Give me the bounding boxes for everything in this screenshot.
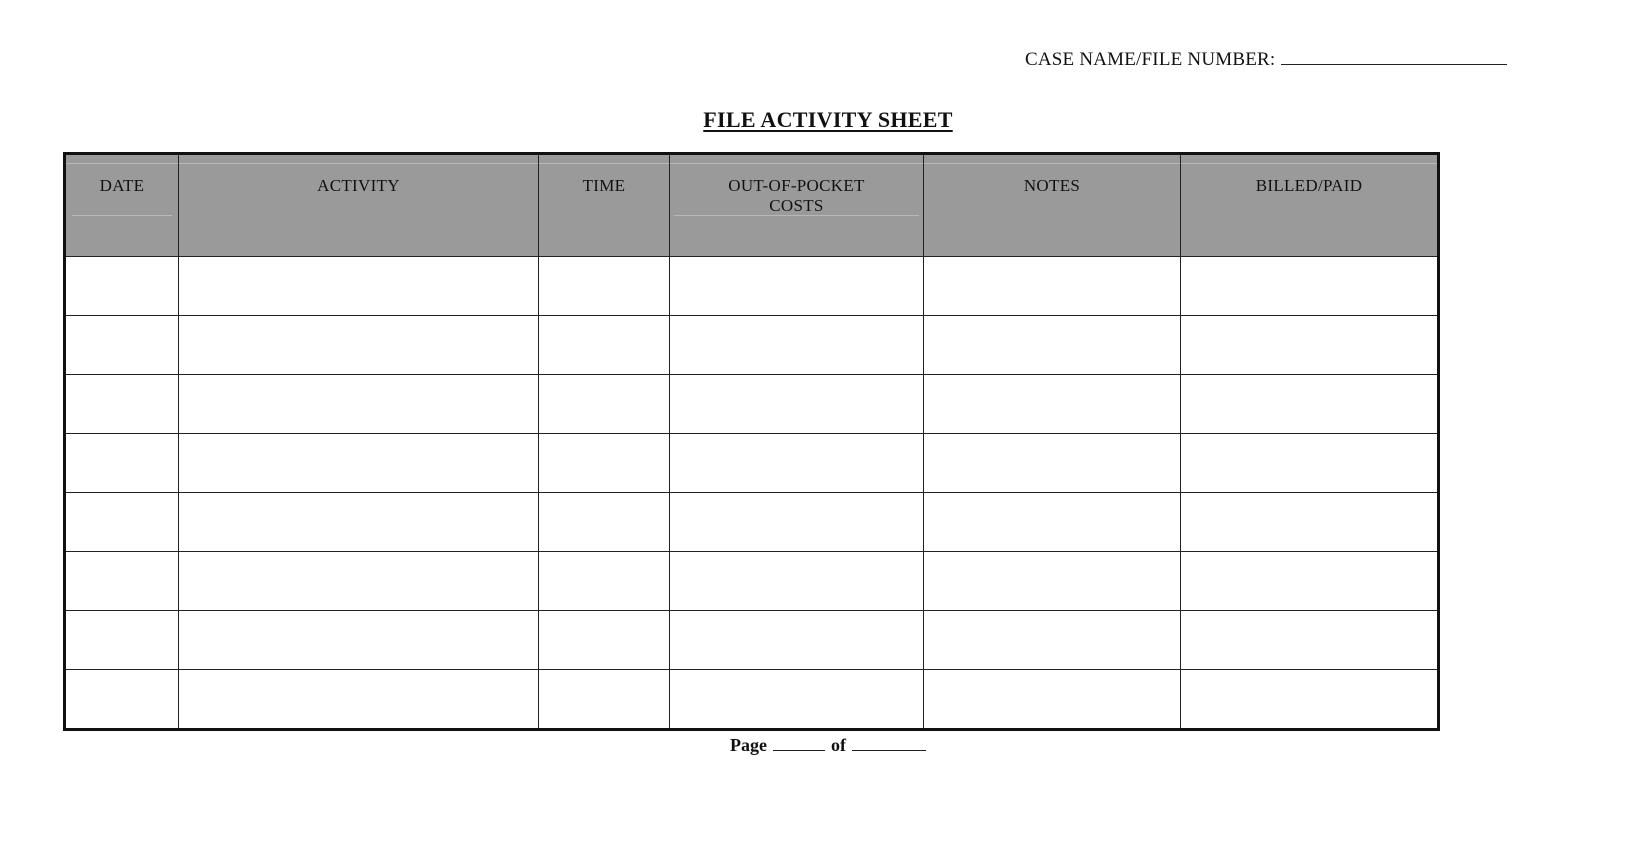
cell-time[interactable] xyxy=(539,316,670,375)
column-header-time: TIME xyxy=(539,154,670,257)
cell-time[interactable] xyxy=(539,552,670,611)
cell-billed-paid[interactable] xyxy=(1181,670,1439,730)
table-row xyxy=(65,670,1439,730)
cell-billed-paid[interactable] xyxy=(1181,552,1439,611)
cell-out-of-pocket-costs[interactable] xyxy=(670,316,924,375)
column-header-notes: NOTES xyxy=(924,154,1181,257)
cell-notes[interactable] xyxy=(924,257,1181,316)
cell-date[interactable] xyxy=(65,552,179,611)
cell-time[interactable] xyxy=(539,257,670,316)
case-name-field xyxy=(1025,48,1507,71)
case-name-blank[interactable] xyxy=(1281,48,1507,65)
cell-notes[interactable] xyxy=(924,493,1181,552)
cell-billed-paid[interactable] xyxy=(1181,316,1439,375)
table-row xyxy=(65,316,1439,375)
table-row xyxy=(65,434,1439,493)
cell-out-of-pocket-costs[interactable] xyxy=(670,552,924,611)
cell-activity[interactable] xyxy=(179,375,539,434)
table-row xyxy=(65,611,1439,670)
cell-date[interactable] xyxy=(65,611,179,670)
cell-time[interactable] xyxy=(539,434,670,493)
cell-date[interactable] xyxy=(65,316,179,375)
cell-out-of-pocket-costs[interactable] xyxy=(670,493,924,552)
cell-date[interactable] xyxy=(65,434,179,493)
cell-notes[interactable] xyxy=(924,375,1181,434)
cell-time[interactable] xyxy=(539,493,670,552)
column-header-billed-paid: BILLED/PAID xyxy=(1181,154,1439,257)
column-header-date: DATE xyxy=(65,154,179,257)
cell-date[interactable] xyxy=(65,257,179,316)
page-number-blank[interactable] xyxy=(773,736,825,751)
cell-activity[interactable] xyxy=(179,611,539,670)
cell-activity[interactable] xyxy=(179,670,539,730)
page-label: Page xyxy=(730,735,767,755)
page-number-line xyxy=(0,735,1650,756)
cell-out-of-pocket-costs[interactable] xyxy=(670,375,924,434)
cell-notes[interactable] xyxy=(924,670,1181,730)
cell-activity[interactable] xyxy=(179,552,539,611)
cell-activity[interactable] xyxy=(179,434,539,493)
cell-notes[interactable] xyxy=(924,611,1181,670)
cell-notes[interactable] xyxy=(924,434,1181,493)
cell-time[interactable] xyxy=(539,375,670,434)
cell-billed-paid[interactable] xyxy=(1181,257,1439,316)
cell-billed-paid[interactable] xyxy=(1181,611,1439,670)
table-row xyxy=(65,257,1439,316)
table-row xyxy=(65,375,1439,434)
cell-time[interactable] xyxy=(539,611,670,670)
table-row xyxy=(65,493,1439,552)
total-pages-blank[interactable] xyxy=(852,736,926,751)
cell-activity[interactable] xyxy=(179,316,539,375)
cell-out-of-pocket-costs[interactable] xyxy=(670,257,924,316)
cell-activity[interactable] xyxy=(179,493,539,552)
cell-date[interactable] xyxy=(65,493,179,552)
cell-out-of-pocket-costs[interactable] xyxy=(670,434,924,493)
cell-date[interactable] xyxy=(65,670,179,730)
case-name-label: CASE NAME/FILE NUMBER: xyxy=(1025,49,1276,70)
cell-billed-paid[interactable] xyxy=(1181,493,1439,552)
cell-out-of-pocket-costs[interactable] xyxy=(670,611,924,670)
cell-time[interactable] xyxy=(539,670,670,730)
cell-date[interactable] xyxy=(65,375,179,434)
table-header-row xyxy=(65,154,1439,257)
of-label: of xyxy=(830,735,846,755)
cell-out-of-pocket-costs[interactable] xyxy=(670,670,924,730)
cell-notes[interactable] xyxy=(924,316,1181,375)
cell-notes[interactable] xyxy=(924,552,1181,611)
activity-table xyxy=(63,152,1440,731)
cell-billed-paid[interactable] xyxy=(1181,434,1439,493)
cell-activity[interactable] xyxy=(179,257,539,316)
table-row xyxy=(65,552,1439,611)
page-title: FILE ACTIVITY SHEET xyxy=(703,107,953,132)
column-header-activity: ACTIVITY xyxy=(179,154,539,257)
column-header-out-of-pocket-costs: OUT-OF-POCKET COSTS xyxy=(670,154,924,257)
cell-billed-paid[interactable] xyxy=(1181,375,1439,434)
